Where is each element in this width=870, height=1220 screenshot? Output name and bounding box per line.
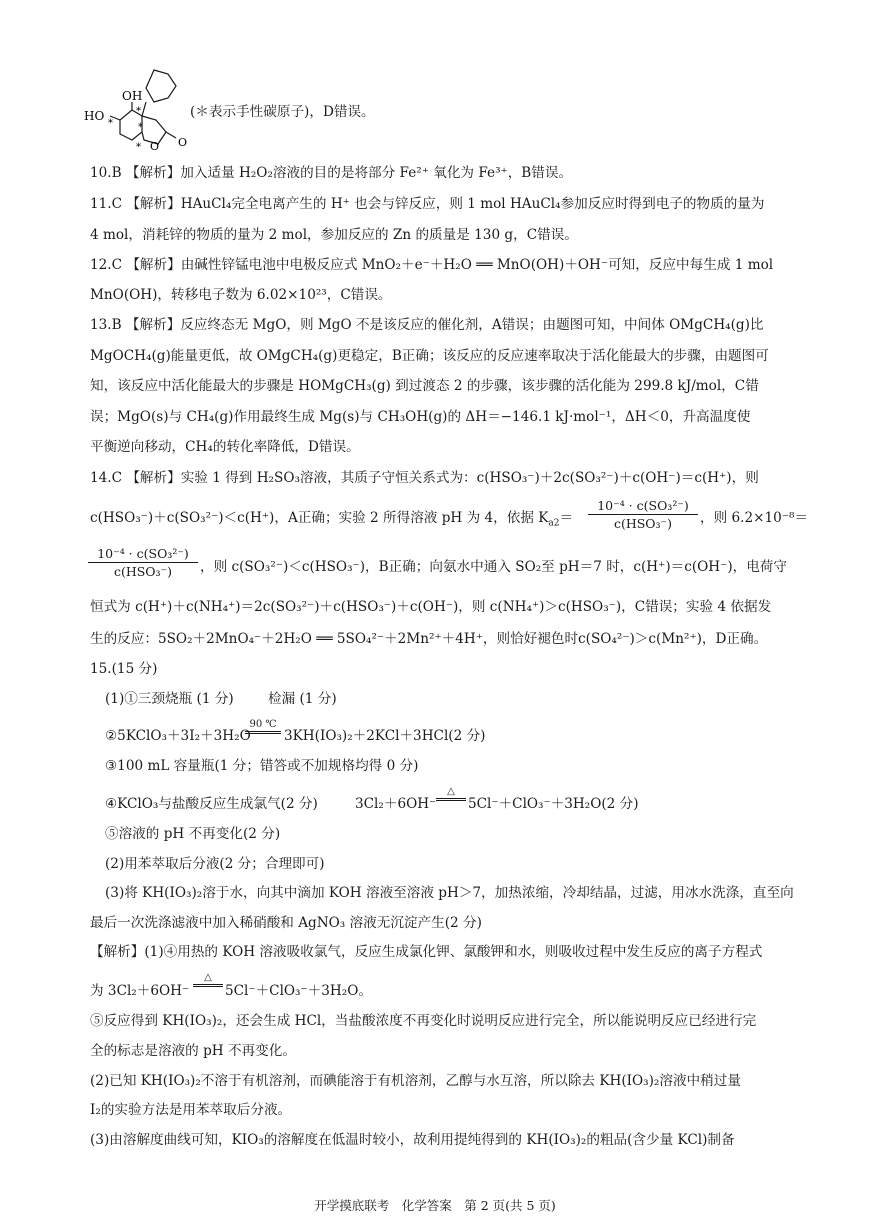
chiral-mark-2: *: [136, 106, 141, 117]
answer-13-line5: 平衡逆向移动，CH₄的转化率降低，D错误。: [90, 439, 360, 455]
q15-2: (2)用苯萃取后分液(2 分；合理即可): [105, 856, 325, 872]
question-15-heading: 15.(15 分): [90, 661, 158, 677]
answer-14-line4: 恒式为 c(H⁺)＋c(NH₄⁺)＝2c(SO₃²⁻)＋c(HSO₃⁻)＋c(OH⁻)，则 c(NH₄⁺)＞c(HSO₃⁻)，C错误；实验 4 依据发: [90, 599, 772, 615]
answer-14-line3: ，则 c(SO₃²⁻)＜c(HSO₃⁻)，B正确；向氨水中通入 SO₂至 pH＝7 时，c(H⁺)＝c(OH⁻)，电荷守: [200, 559, 787, 575]
q15-equation-left: ②5KClO₃＋3I₂＋3H₂O: [105, 728, 251, 744]
double-arrow-1: [436, 798, 466, 801]
answer-11-line2: 4 mol，消耗锌的物质的量为 2 mol，参加反应的 Zn 的质量是 130 g，C错误。: [90, 227, 578, 243]
structural-formula: [78, 64, 200, 158]
chiral-mark-3: *: [138, 122, 143, 133]
analysis-line2-part1: 为 3Cl₂＋6OH⁻: [90, 983, 190, 999]
chiral-mark-1: *: [108, 118, 113, 129]
q15-item3: ③100 mL 容量瓶(1 分；错答或不加规格均得 0 分): [105, 758, 419, 774]
q15-3-line2: 最后一次洗涤滤液中加入稀硝酸和 AgNO₃ 溶液无沉淀产生(2 分): [90, 915, 482, 931]
q15-item4-part1: ④KClO₃与盐酸反应生成氯气(2 分): [105, 796, 318, 812]
answer-14-line5: 生的反应：5SO₂＋2MnO₄⁻＋2H₂O ══ 5SO₄²⁻＋2Mn²⁺＋4H⁺，则恰好褪色时c(SO₄²⁻)＞c(Mn²⁺)，D正确。: [90, 631, 768, 647]
molecule-label-carbonyl-o: O: [178, 136, 188, 149]
reaction-condition-temp: [245, 719, 281, 734]
analysis-line5: (2)已知 KH(IO₃)₂不溶于有机溶剂，而碘能溶于有机溶剂，乙醇与水互溶，所以除去 KH(IO₃)₂溶液中稍过量: [90, 1073, 741, 1089]
q15-item4-part3: 5Cl⁻＋ClO₃⁻＋3H₂O(2 分): [468, 796, 639, 812]
answer-13-line2: MgOCH₄(g)能量更低，故 OMgCH₄(g)更稳定，B正确；该反应的反应速率取决于活化能最大的步骤，由题图可: [90, 348, 769, 364]
answer-14-line1: 14.C 【解析】实验 1 得到 H₂SO₃溶液，其质子守恒关系式为：c(HSO₃⁻)＋2c(SO₃²⁻)＋c(OH⁻)＝c(H⁺)，则: [90, 470, 759, 486]
equals-sign: ＝: [559, 510, 574, 526]
analysis-line2-part2: 5Cl⁻＋ClO₃⁻＋3H₂O。: [225, 983, 372, 999]
analysis-line6: I₂的实验方法是用苯萃取后分液。: [90, 1102, 292, 1118]
second-fraction-denominator: c(HSO₃⁻): [113, 564, 173, 579]
answer-13-line4: 误；MgO(s)与 CH₄(g)作用最终生成 Mg(s)与 CH₃OH(g)的 ΔH＝−146.1 kJ·mol⁻¹，ΔH＜0，升高温度使: [90, 409, 751, 425]
analysis-line7: (3)由溶解度曲线可知，KIO₃的溶解度在低温时较小，故利用提纯得到的 KH(IO₃)₂的粗品(含少量 KCl)制备: [90, 1132, 735, 1148]
q15-1-part2: 检漏 (1 分): [268, 691, 337, 707]
answer-12-line2: MnO(OH)，转移电子数为 6.02×10²³，C错误。: [90, 287, 392, 303]
analysis-line4: 全的标志是溶液的 pH 不再变化。: [90, 1043, 296, 1059]
answer-11-line1: 11.C 【解析】HAuCl₄完全电离产生的 H⁺ 也会与锌反应，则 1 mol HAuCl₄参加反应时得到电子的物质的量为: [90, 196, 765, 212]
chiral-mark-4: *: [136, 142, 141, 153]
heat-symbol-1: △: [447, 786, 455, 797]
analysis-line1: 【解析】(1)④用热的 KOH 溶液吸收氯气，反应生成氯化钾、氯酸钾和水，则吸收过程中发生反应的离子方程式: [90, 944, 763, 960]
q15-item5: ⑤溶液的 pH 不再变化(2 分): [105, 826, 281, 842]
answer-14-line2: [90, 509, 573, 533]
q15-1-part1: (1)①三颈烧瓶 (1 分): [105, 691, 234, 707]
reaction-condition-heat-2: [193, 972, 223, 987]
molecule-label-oh: OH: [122, 89, 143, 103]
answer-13-line3: 知，该反应中活化能最大的步骤是 HOMgCH₃(g) 到过渡态 2 的步骤，该步骤的活化能为 299.8 kJ/mol，C错: [90, 378, 759, 394]
q15-3-line1: (3)将 KH(IO₃)₂溶于水，向其中滴加 KOH 溶液至溶液 pH＞7，加热浓缩，冷却结晶，过滤，用冰水洗涤，直至向: [105, 885, 794, 901]
double-arrow: [245, 731, 281, 734]
answer-13-line1: 13.B 【解析】反应终态无 MgO，则 MgO 不是该反应的催化剂，A错误；由题图可知，中间体 OMgCH₄(g)比: [90, 317, 764, 333]
answer-14-line2-tail: ，则 6.2×10⁻⁸＝: [700, 510, 809, 526]
second-fraction: [88, 546, 198, 579]
q15-item4-part2: 3Cl₂＋6OH⁻: [355, 796, 437, 812]
page-footer: 开学摸底联考 化学答案 第 2 页(共 5 页): [314, 1198, 556, 1213]
answer-14-line2-text: c(HSO₃⁻)＋c(SO₃²⁻)＜c(H⁺)，A正确；实验 2 所得溶液 pH 为 4，依据 K: [90, 510, 549, 526]
ka2-fraction-denominator: c(HSO₃⁻): [613, 516, 673, 531]
ka2-subscript: a2: [548, 518, 560, 529]
molecule-label-ring-o: O: [150, 140, 160, 153]
analysis-line3: ⑤反应得到 KH(IO₃)₂，还会生成 HCl，当盐酸浓度不再变化时说明反应进行完全，所以能说明反应已经进行完: [90, 1013, 757, 1029]
double-arrow-2: [193, 984, 223, 987]
heat-symbol-2: △: [204, 972, 212, 983]
second-fraction-numerator: 10⁻⁴ · c(SO₃²⁻): [88, 546, 198, 563]
temp-label: 90 ℃: [249, 719, 277, 730]
reaction-condition-heat-1: [436, 786, 466, 801]
ka2-fraction-numerator: 10⁻⁴ · c(SO₃²⁻): [588, 498, 698, 515]
answer-12-line1: 12.C 【解析】由碱性锌锰电池中电极反应式 MnO₂＋e⁻＋H₂O ══ MnO(OH)＋OH⁻可知，反应中每生成 1 mol: [90, 257, 774, 273]
ka2-fraction: [588, 498, 698, 531]
line-chiral-note: (＊表示手性碳原子)，D错误。: [190, 104, 375, 120]
q15-equation-right: 3KH(IO₃)₂＋2KCl＋3HCl(2 分): [284, 728, 486, 744]
molecule-label-ho: HO: [84, 109, 105, 123]
answer-10: 10.B 【解析】加入适量 H₂O₂溶液的目的是将部分 Fe²⁺ 氧化为 Fe³⁺，B错误。: [90, 165, 573, 181]
